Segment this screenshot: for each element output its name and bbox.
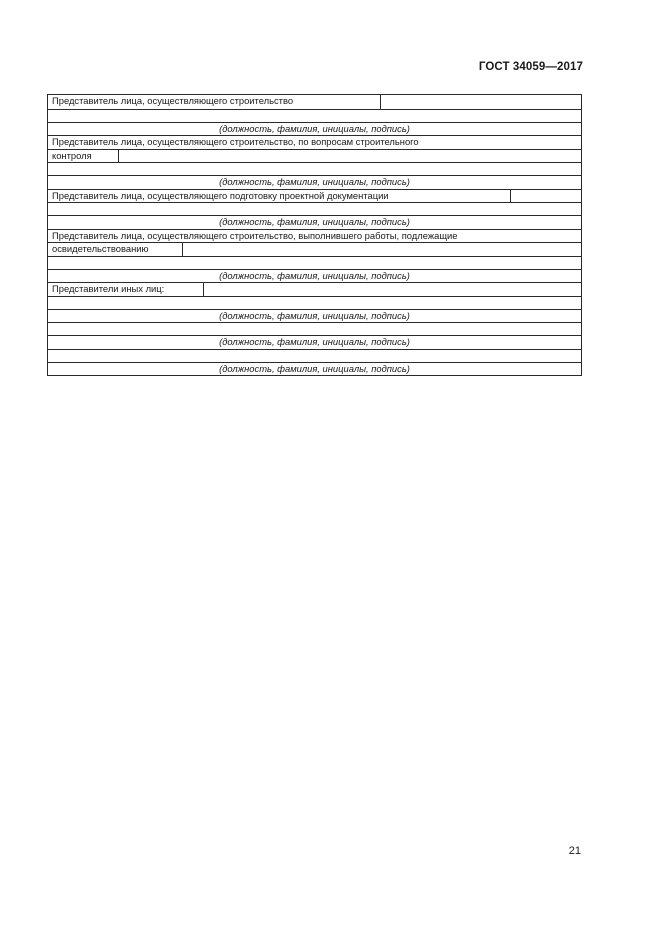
signatures-form (47, 94, 582, 376)
form-row (48, 189, 581, 203)
document-code: ГОСТ 34059—2017 (478, 61, 583, 73)
signature-caption: (должность, фамилия, инициалы, подпись) (219, 269, 410, 281)
form-row (48, 309, 581, 323)
signature-line[interactable] (48, 322, 581, 335)
input-line[interactable] (510, 190, 581, 203)
form-row (48, 362, 581, 376)
form-row (48, 95, 581, 109)
signature-caption: (должность, фамилия, инициалы, подпись) (219, 176, 410, 187)
signature-caption: (должность, фамилия, инициалы, подпись) (219, 336, 410, 347)
form-row (48, 269, 581, 283)
form-row (48, 175, 581, 189)
section-label: Представитель лица, осуществляющего строительство, выполнившего работы, подлежащие (52, 229, 458, 241)
input-line[interactable] (203, 283, 581, 296)
section-label: Представители иных лиц: (52, 283, 165, 294)
signature-line[interactable] (48, 202, 581, 215)
input-line[interactable] (182, 243, 581, 256)
form-row (48, 335, 581, 349)
form-row (48, 242, 581, 256)
section-label: контроля (52, 149, 92, 161)
signature-caption: (должность, фамилия, инициалы, подпись) (219, 216, 410, 227)
signature-line[interactable] (48, 109, 581, 122)
form-row (48, 135, 581, 149)
signature-caption: (должность, фамилия, инициалы, подпись) (219, 309, 410, 321)
signature-line[interactable] (48, 162, 581, 175)
signature-line[interactable] (48, 349, 581, 362)
section-label: Представитель лица, осуществляющего строительство, по вопросам строительного (52, 136, 419, 147)
input-line[interactable] (118, 150, 581, 163)
signature-caption: (должность, фамилия, инициалы, подпись) (219, 362, 410, 374)
section-label: Представитель лица, осуществляющего подготовку проектной документации (52, 189, 389, 201)
form-row (48, 122, 581, 136)
form-row (48, 215, 581, 229)
form-row (48, 282, 581, 296)
form-row (48, 229, 581, 243)
page-number: 21 (568, 845, 581, 857)
input-line[interactable] (380, 95, 581, 109)
form-row (48, 149, 581, 163)
signature-line[interactable] (48, 296, 581, 309)
signature-caption: (должность, фамилия, инициалы, подпись) (219, 122, 410, 134)
section-label: Представитель лица, осуществляющего строительство (52, 95, 294, 106)
section-label: освидетельствованию (52, 243, 149, 254)
signature-line[interactable] (48, 256, 581, 269)
